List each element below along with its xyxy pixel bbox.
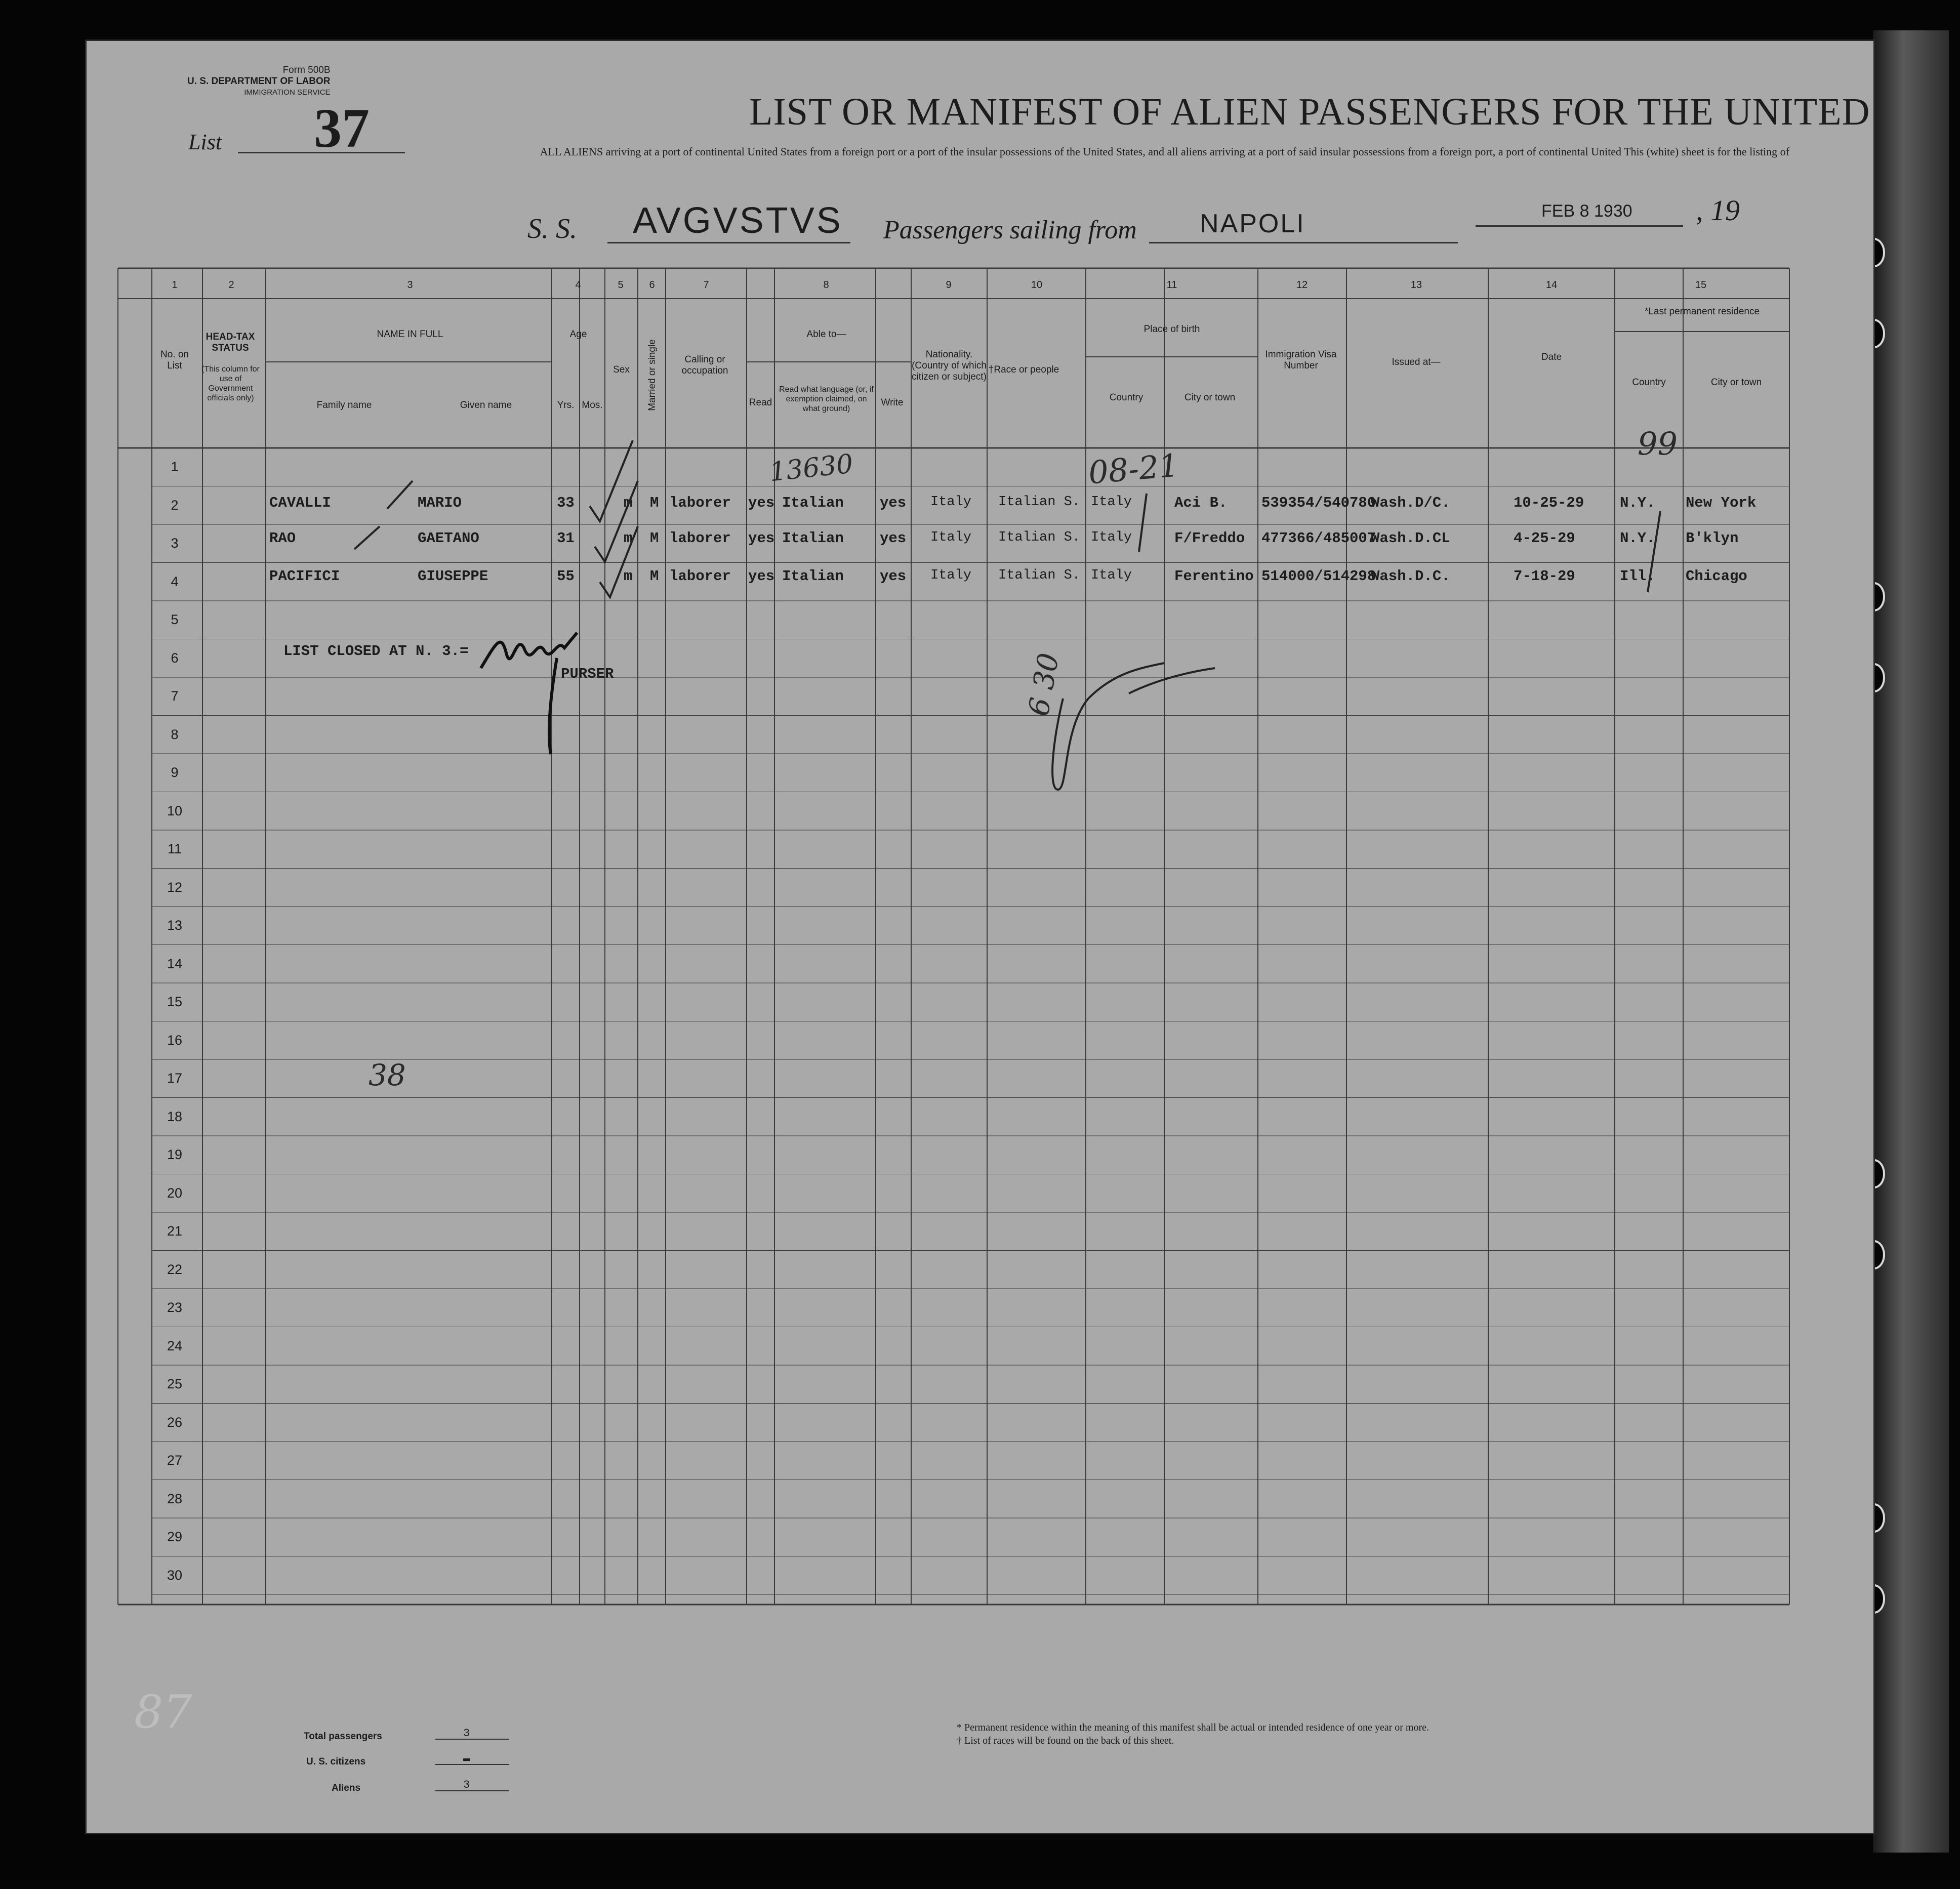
purser-title: PURSER [561,666,614,682]
footnote-residence: * Permanent residence within the meaning of this manifest shall be actual or intended residence of one year or more. [957,1722,1430,1733]
passenger-visa: 539354/540780 [1261,495,1376,511]
passenger-res-city: New York [1686,495,1757,511]
passenger-race: Italian S. [998,568,1081,583]
passenger-read: yes [748,529,775,547]
passenger-occupation: laborer [669,529,731,547]
row-number: 21 [167,1223,183,1239]
list-closed-note: LIST CLOSED AT N. 3.= [283,643,469,660]
handwritten-code: 08-21 [1087,446,1180,491]
row-number: 9 [171,765,179,780]
total-passengers-value: 3 [463,1727,470,1740]
aliens-value: 3 [463,1779,470,1791]
passenger-res-city: Chicago [1686,568,1747,585]
passenger-family: RAO [269,529,296,547]
passenger-date: 4-25-29 [1514,529,1575,547]
passenger-family: CAVALLI [269,495,331,511]
row-number: 16 [167,1032,183,1048]
ss-label: S. S. [527,213,577,244]
column-number: 14 [1545,279,1558,291]
column-number: 6 [649,279,655,291]
passenger-res-country: Ill. [1620,568,1655,585]
passenger-birth-city: Ferentino [1174,568,1254,585]
header-read: Read [749,397,772,408]
row-number: 13 [167,918,183,933]
row-number: 26 [167,1414,183,1430]
header-birth-country: Country [1109,392,1144,403]
column-number: 5 [618,279,624,291]
aliens-label: Aliens [332,1783,361,1793]
header-write: Write [881,397,904,408]
year-prefix: , 19 [1696,194,1740,227]
passenger-age: 55 [557,568,575,585]
header-birth-city: City or town [1184,392,1236,403]
margin-mark: 87 [134,1686,192,1739]
us-citizens-label: U. S. citizens [306,1756,366,1767]
header-nationality: Nationality. (Country of which citizen or subject) [912,349,987,382]
header-date: Date [1541,352,1562,362]
passenger-write: yes [880,568,907,585]
header-given-name: Given name [460,400,512,410]
passenger-visa: 514000/514298 [1261,568,1376,585]
header-head-tax-note: (This column for use of Government officials only) [201,365,260,402]
passenger-age: 31 [557,529,575,547]
manifest-title: LIST OR MANIFEST OF ALIEN PASSENGERS FOR THE UNITED [749,91,1870,133]
passenger-sex: m [624,495,633,511]
row-number: 15 [167,994,183,1009]
column-number: 10 [1031,279,1043,291]
column-number: 11 [1166,279,1177,291]
list-label: List [188,130,222,154]
handwritten-page-number: 38 [369,1058,406,1092]
row-number: 14 [167,956,183,971]
row-number: 4 [171,573,179,589]
row-number: 3 [171,536,179,551]
passenger-write: yes [880,529,907,547]
service-name: IMMIGRATION SERVICE [244,88,331,97]
passenger-issued-at: Wash.D.CL [1371,529,1450,547]
header-res-country: Country [1632,377,1666,388]
passenger-given: GAETANO [418,529,479,547]
passenger-write: yes [880,495,907,511]
header-issued-at: Issued at— [1392,357,1441,367]
row-number: 5 [171,612,179,627]
column-number: 12 [1296,279,1308,291]
list-number: 37 [314,97,370,159]
column-number: 9 [946,279,952,291]
date-stamp: FEB 8 1930 [1541,201,1632,221]
passenger-res-country: N.Y. [1620,495,1655,511]
row-number: 27 [167,1453,183,1468]
row-number: 29 [167,1529,183,1544]
column-number: 7 [703,279,709,291]
row-number: 30 [167,1567,183,1583]
column-number: 1 [172,279,178,291]
row-number: 12 [167,879,183,895]
departure-port: NAPOLI [1200,209,1305,238]
column-number: 3 [407,279,413,291]
passenger-given: MARIO [418,495,462,511]
column-number: 13 [1410,279,1422,291]
form-number: Form 500B [282,65,331,75]
passenger-age: 33 [557,495,575,511]
passenger-birth-country: Italy [1091,495,1132,510]
row-number: 7 [171,688,179,704]
header-no-on-list: No. on List [160,349,189,371]
passenger-married: M [650,529,659,547]
passenger-res-country: N.Y. [1620,529,1655,547]
passenger-occupation: laborer [669,495,731,511]
row-number: 23 [167,1300,183,1315]
passenger-race: Italian S. [998,529,1081,545]
row-number: 6 [171,650,179,666]
passenger-sex: m [624,568,633,585]
passenger-nationality: Italy [930,568,972,583]
passenger-nationality: Italy [930,529,972,545]
passenger-birth-city: F/Freddo [1174,529,1245,547]
passenger-occupation: laborer [669,568,731,585]
header-read-language: Read what language (or, if exemption claimed, on what ground) [779,385,874,413]
passenger-read: yes [748,495,775,511]
us-citizens-value: ▬ [463,1752,470,1765]
passenger-date: 10-25-29 [1514,495,1584,511]
column-number: 8 [823,279,829,291]
passenger-birth-city: Aci B. [1174,495,1228,511]
passenger-race: Italian S. [998,495,1081,510]
passenger-family: PACIFICI [269,568,340,585]
handwritten-number: 13630 [768,448,855,488]
row-number: 17 [167,1071,183,1086]
passenger-language: Italian [782,495,844,511]
passenger-issued-at: Wash.D.C. [1371,568,1450,585]
header-visa-number: Immigration Visa Number [1265,349,1337,371]
passenger-married: M [650,568,659,585]
header-age-mos: Mos. [582,400,603,410]
row-number: 11 [167,841,182,856]
footnote-races: † List of races will be found on the back of this sheet. [957,1735,1174,1746]
column-number: 4 [575,279,581,291]
row-number: 28 [167,1491,183,1506]
handwritten-residence-mark: 99 [1638,425,1678,462]
row-number: 25 [167,1376,183,1391]
row-number: 8 [171,726,179,742]
column-number: 2 [228,279,234,291]
total-passengers-label: Total passengers [304,1731,382,1742]
header-race: †Race or people [988,364,1059,375]
passenger-issued-at: Wash.D/C. [1371,495,1450,511]
passenger-language: Italian [782,568,844,585]
passenger-read: yes [748,568,775,585]
department-name: U. S. DEPARTMENT OF LABOR [187,76,331,87]
header-able-to: Able to— [806,329,846,340]
row-number: 10 [167,803,183,818]
passenger-married: M [650,495,659,511]
header-family-name: Family name [316,400,372,410]
sailing-label: Passengers sailing from [883,216,1137,244]
row-number: 22 [167,1261,183,1277]
row-number: 19 [167,1147,183,1162]
passenger-birth-country: Italy [1091,568,1132,583]
ship-name: AVGVSTVS [633,200,843,241]
header-married: Married or single [647,339,658,411]
column-number: 15 [1695,279,1707,291]
header-name-in-full: NAME IN FULL [377,329,443,340]
header-place-of-birth: Place of birth [1144,324,1200,335]
manifest-intro: ALL ALIENS arriving at a port of continental United States from a foreign port or a port of the insular possessions of the United States, and all aliens arriving at a port of said insular possessions from a foreign port, a port of continental United This (white) sheet is for the listing of [540,145,1789,158]
header-head-tax: HEAD-TAX STATUS [206,332,255,353]
header-age-yrs: Yrs. [557,400,575,410]
passenger-sex: m [624,529,633,547]
row-number: 1 [171,459,179,474]
handwritten-note: 6 30 [1022,650,1066,719]
header-sex: Sex [613,364,630,375]
row-number: 18 [167,1108,183,1124]
passenger-date: 7-18-29 [1514,568,1575,585]
passenger-nationality: Italy [930,495,972,510]
passenger-res-city: B'klyn [1686,529,1739,547]
passenger-given: GIUSEPPE [418,568,488,585]
header-calling: Calling or occupation [681,354,728,376]
row-number: 20 [167,1185,183,1201]
header-age: Age [569,329,587,340]
header-res-city: City or town [1710,377,1762,388]
passenger-visa: 477366/485007 [1261,529,1376,547]
passenger-language: Italian [782,529,844,547]
row-number: 2 [171,497,179,513]
header-last-residence: *Last permanent residence [1644,306,1760,317]
row-number: 24 [167,1338,183,1353]
passenger-birth-country: Italy [1091,529,1132,545]
